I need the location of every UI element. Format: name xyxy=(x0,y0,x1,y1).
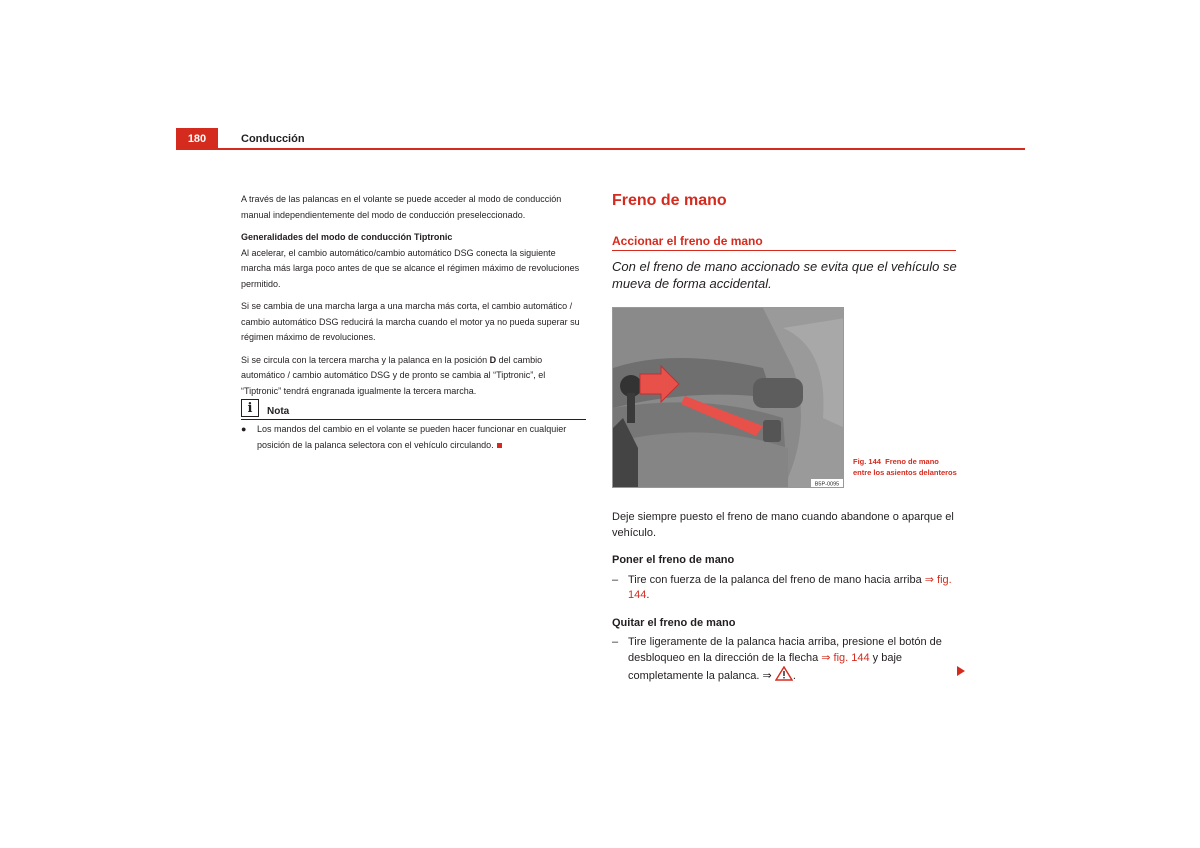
caption-label: Fig. 144 xyxy=(853,457,881,466)
paragraph: A través de las palancas en el volante se puede acceder al modo de conducción manual independientemente del modo de conducción preseleccionado. xyxy=(241,194,562,220)
info-icon: i xyxy=(241,399,259,417)
note-rule xyxy=(241,419,586,420)
text: . xyxy=(646,589,650,601)
handbrake-illustration xyxy=(613,308,844,488)
figure-link[interactable]: ⇒ fig. 144 xyxy=(821,651,870,664)
text: Tire ligeramente de la palanca hacia arriba, presione el botón de desbloqueo en la dirección de la flecha xyxy=(628,636,942,664)
text: Si se circula con la tercera marcha y la palanca en la posición xyxy=(241,354,490,365)
text: Los mandos del cambio en el volante se pueden hacer funcionar en cualquier posición de la palanca selectora con el vehículo circulando. xyxy=(257,424,567,450)
bullet-icon: ● xyxy=(241,424,247,434)
paragraph xyxy=(241,353,586,400)
section-title: Conducción xyxy=(241,133,305,145)
text: . xyxy=(792,670,796,682)
list-item xyxy=(612,573,957,604)
set-heading: Poner el freno de mano xyxy=(612,554,735,566)
paragraph: Deje siempre puesto el freno de mano cuando abandone o aparque el vehículo. xyxy=(612,511,954,539)
subheading: Generalidades del modo de conducción Tiptronic xyxy=(241,232,453,242)
header-rule xyxy=(176,148,1025,150)
list-item xyxy=(612,635,957,685)
figure-code: B5P-0095 xyxy=(814,481,840,488)
release-heading: Quitar el freno de mano xyxy=(612,616,736,629)
note-item xyxy=(241,422,586,453)
text-bold: D xyxy=(489,354,497,365)
paragraph: Al acelerar, el cambio automático/cambio automático DSG conecta la siguiente marcha más larga poco antes de que se alcance el régimen máximo de revoluciones permitido. xyxy=(241,247,580,289)
left-column xyxy=(241,192,586,399)
figure-caption xyxy=(853,457,958,478)
figure-link[interactable]: ⇒ fig. 144 xyxy=(628,573,952,601)
end-square-icon xyxy=(497,443,502,448)
warning-icon[interactable] xyxy=(775,666,793,681)
note-title: Nota xyxy=(267,406,290,417)
next-page-arrow-icon xyxy=(957,666,965,676)
text: del cambio automático / cambio automático DSG y de pronto se cambia al “Tiptronic”, el “Tiptronic” tendrá engranada igualmente la tercera marcha. xyxy=(241,354,546,396)
caption-text: Freno de mano entre los asientos delanteros xyxy=(853,457,957,477)
right-body xyxy=(612,510,957,685)
note-body xyxy=(241,422,586,453)
intro-text: Con el freno de mano accionado se evita que el vehículo se mueva de forma accidental. xyxy=(612,259,957,291)
text: y baje completamente la palanca. ⇒ xyxy=(628,651,903,682)
heading: Freno de mano xyxy=(612,192,727,209)
paragraph: Si se cambia de una marcha larga a una marcha más corta, el cambio automático / cambio automático DSG reducirá la marcha cuando el motor ya no pueda superar su régimen máximo de revoluciones. xyxy=(241,301,580,342)
page-number: 180 xyxy=(176,128,218,149)
subheading: Accionar el freno de mano xyxy=(612,234,763,248)
text: Tire con fuerza de la palanca del freno de mano hacia arriba xyxy=(628,573,922,586)
subheading-rule xyxy=(612,250,956,251)
handbrake-figure xyxy=(612,307,844,488)
dash: – xyxy=(612,636,619,648)
dash: – xyxy=(612,573,619,586)
